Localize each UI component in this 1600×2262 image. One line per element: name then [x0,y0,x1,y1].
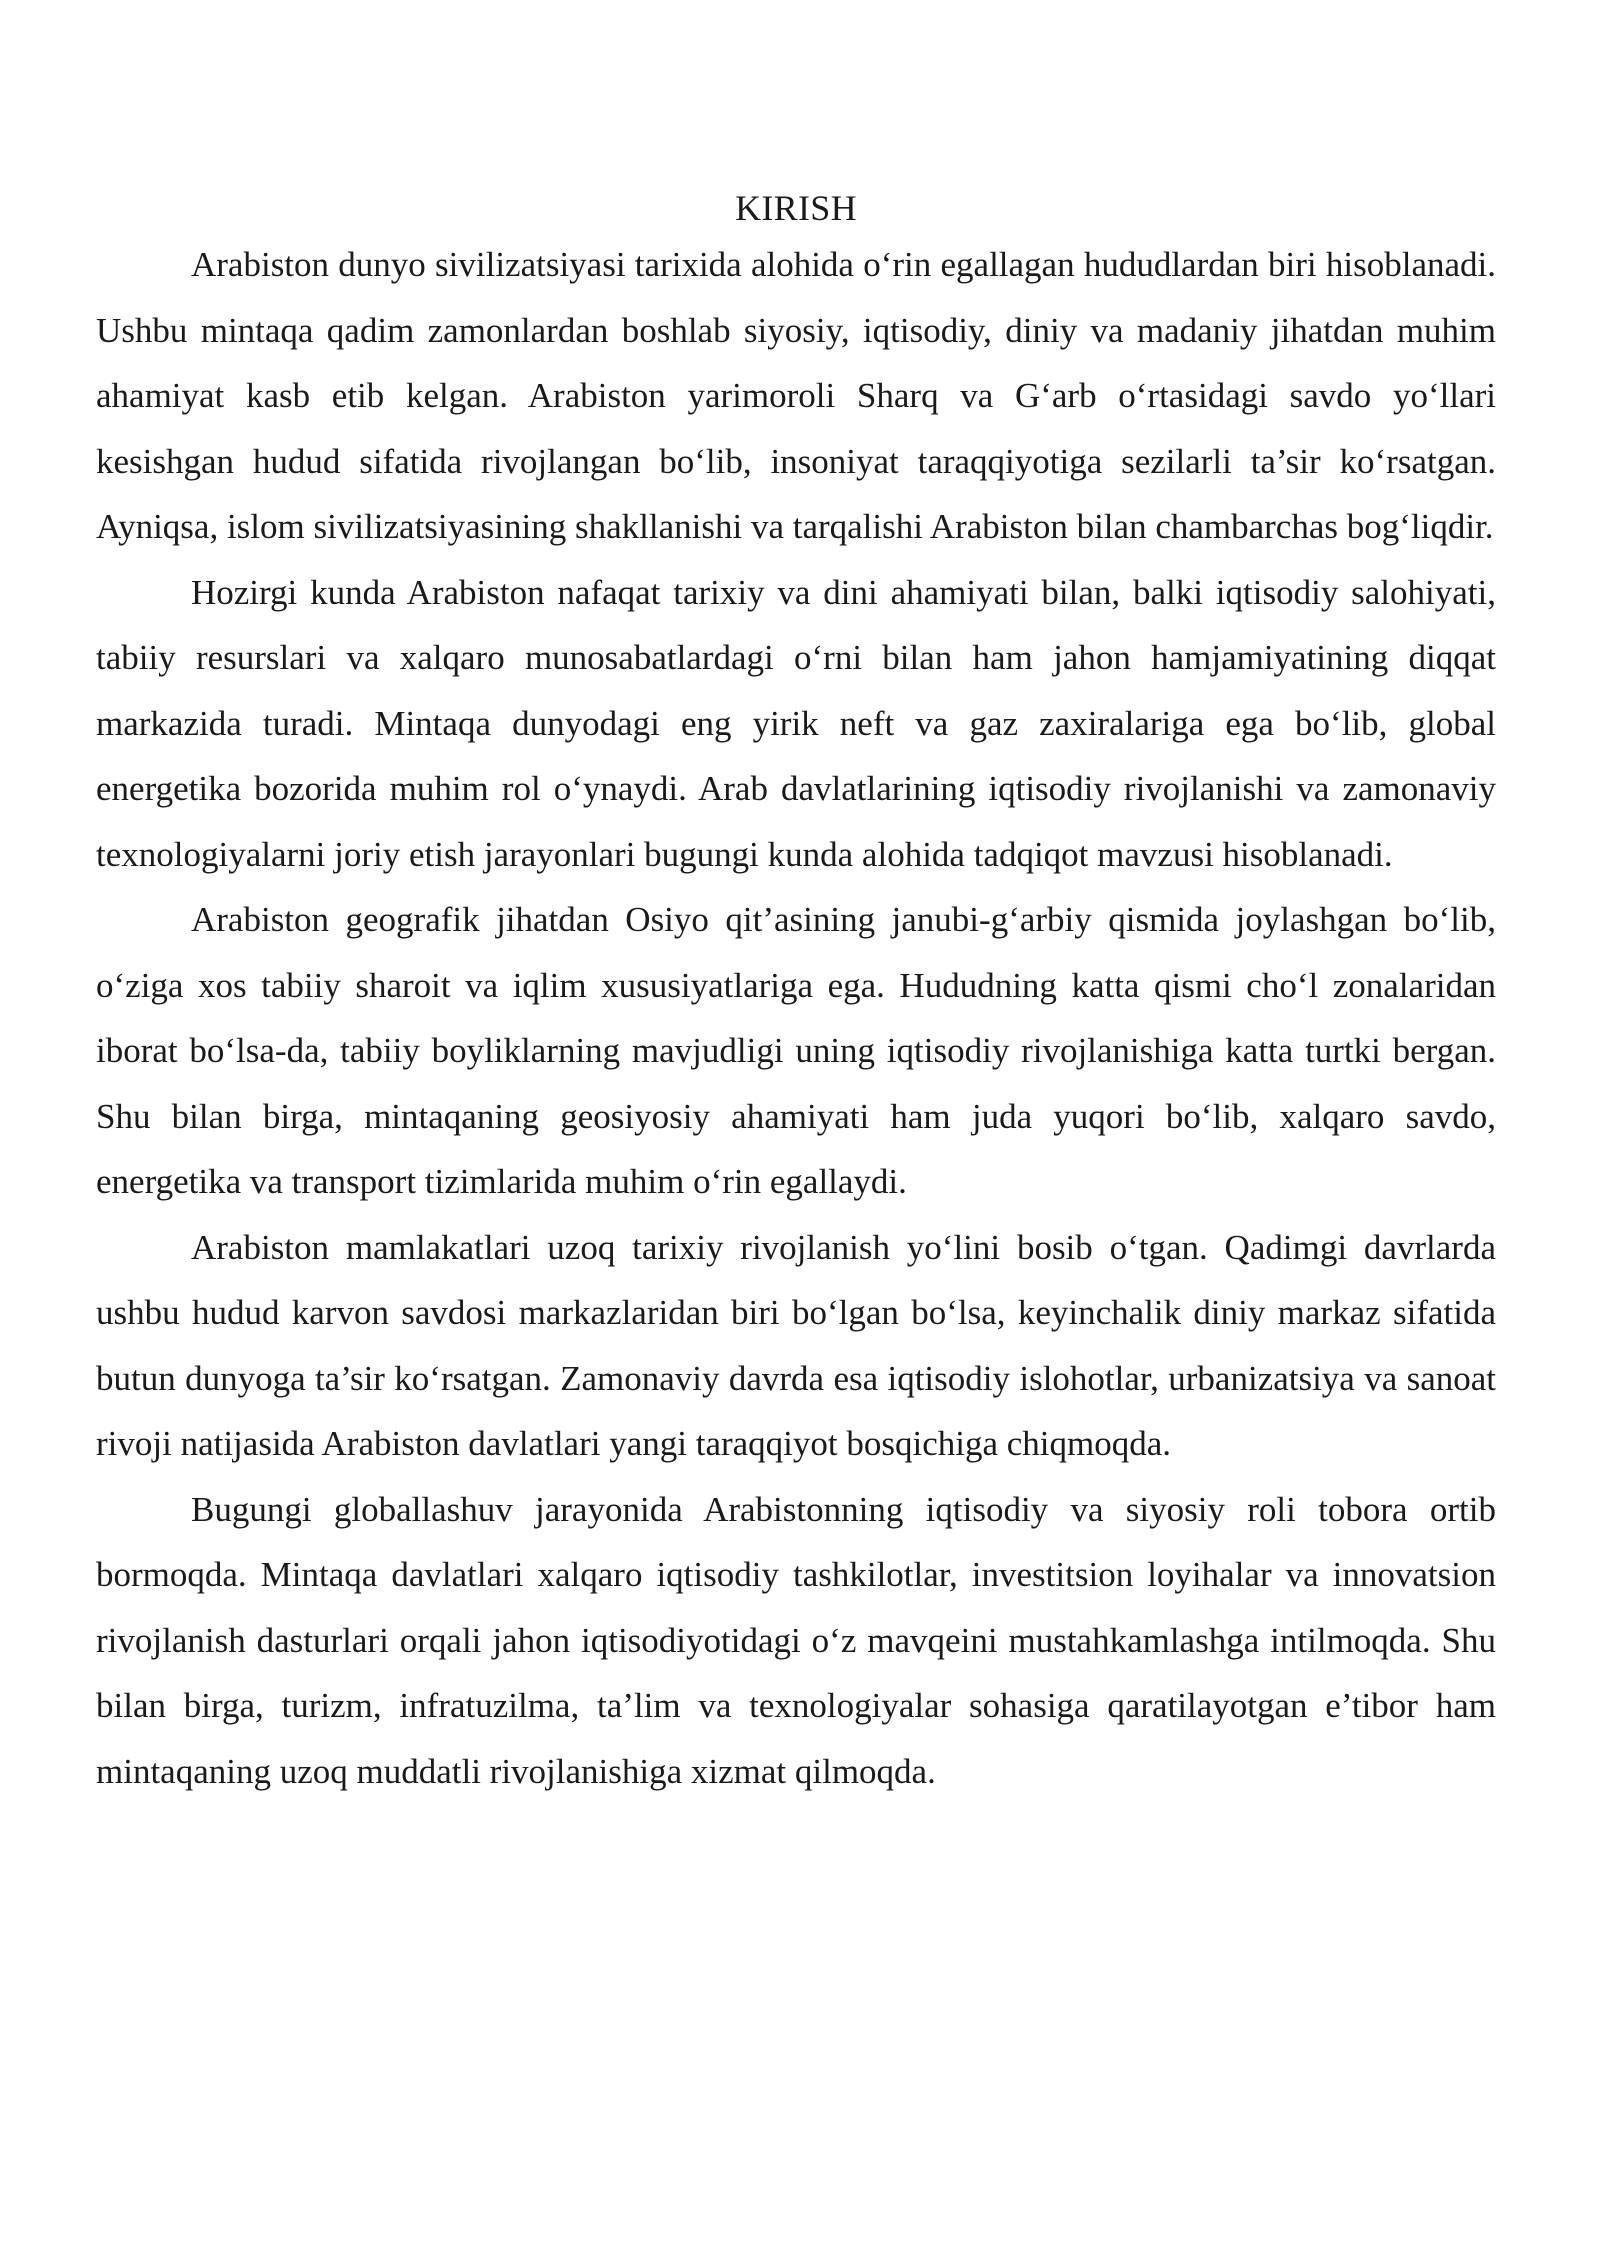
page-title: KIRISH [735,188,857,228]
paragraph-5: Bugungi globallashuv jarayonida Arabistonning iqtisodiy va siyosiy roli tobora ortib bormoqda. Mintaqa davlatlari xalqaro iqtisodiy tashkilotlar, investitsion loyihalar va innovatsion rivojlanish dasturlari orqali jahon iqtisodiyotidagi o‘z mavqeini mustahkamlashga intilmoqda. Shu bilan birga, turizm, infratuzilma, ta’lim va texnologiyalar sohasiga qaratilayotgan e’tibor ham mintaqaning uzoq muddatli rivojlanishiga xizmat qilmoqda. [96,1489,1496,1791]
document-page [96,188,1496,1804]
paragraph-1: Arabiston dunyo sivilizatsiyasi tarixida alohida o‘rin egallagan hududlardan biri hisoblanadi. Ushbu mintaqa qadim zamonlardan boshlab siyosiy, iqtisodiy, diniy va madaniy jihatdan muhim ahamiyat kasb etib kelgan. Arabiston yarimoroli Sharq va G‘arb o‘rtasidagi savdo yo‘llari kesishgan hudud sifatida rivojlangan bo‘lib, insoniyat taraqqiyotiga sezilarli ta’sir ko‘rsatgan. Ayniqsa, islom sivilizatsiyasining shakllanishi va tarqalishi Arabiston bilan chambarchas bog‘liqdir. [96,245,1496,546]
paragraph-4: Arabiston mamlakatlari uzoq tarixiy rivojlanish yo‘lini bosib o‘tgan. Qadimgi davrlarda ushbu hudud karvon savdosi markazlaridan biri bo‘lgan bo‘lsa, keyinchalik diniy markaz sifatida butun dunyoga ta’sir ko‘rsatgan. Zamonaviy davrda esa iqtisodiy islohotlar, urbanizatsiya va sanoat rivoji natijasida Arabiston davlatlari yangi taraqqiyot bosqichiga chiqmoqda. [96,1227,1496,1463]
paragraph-2: Hozirgi kunda Arabiston nafaqat tarixiy va dini ahamiyati bilan, balki iqtisodiy salohiyati, tabiiy resurslari va xalqaro munosabatlardagi o‘rni bilan ham jahon hamjamiyatining diqqat markazida turadi. Mintaqa dunyodagi eng yirik neft va gaz zaxiralariga ega bo‘lib, global energetika bozorida muhim rol o‘ynaydi. Arab davlatlarining iqtisodiy rivojlanishi va zamonaviy texnologiyalarni joriy etish jarayonlari bugungi kunda alohida tadqiqot mavzusi hisoblanadi. [96,572,1496,874]
paragraph-3: Arabiston geografik jihatdan Osiyo qit’asining janubi-g‘arbiy qismida joylashgan bo‘lib, o‘ziga xos tabiiy sharoit va iqlim xususiyatlariga ega. Hududning katta qismi cho‘l zonalaridan iborat bo‘lsa-da, tabiiy boyliklarning mavjudligi uning iqtisodiy rivojlanishiga katta turtki bergan. Shu bilan birga, mintaqaning geosiyosiy ahamiyati ham juda yuqori bo‘lib, xalqaro savdo, energetika va transport tizimlarida muhim o‘rin egallaydi. [96,900,1496,1201]
